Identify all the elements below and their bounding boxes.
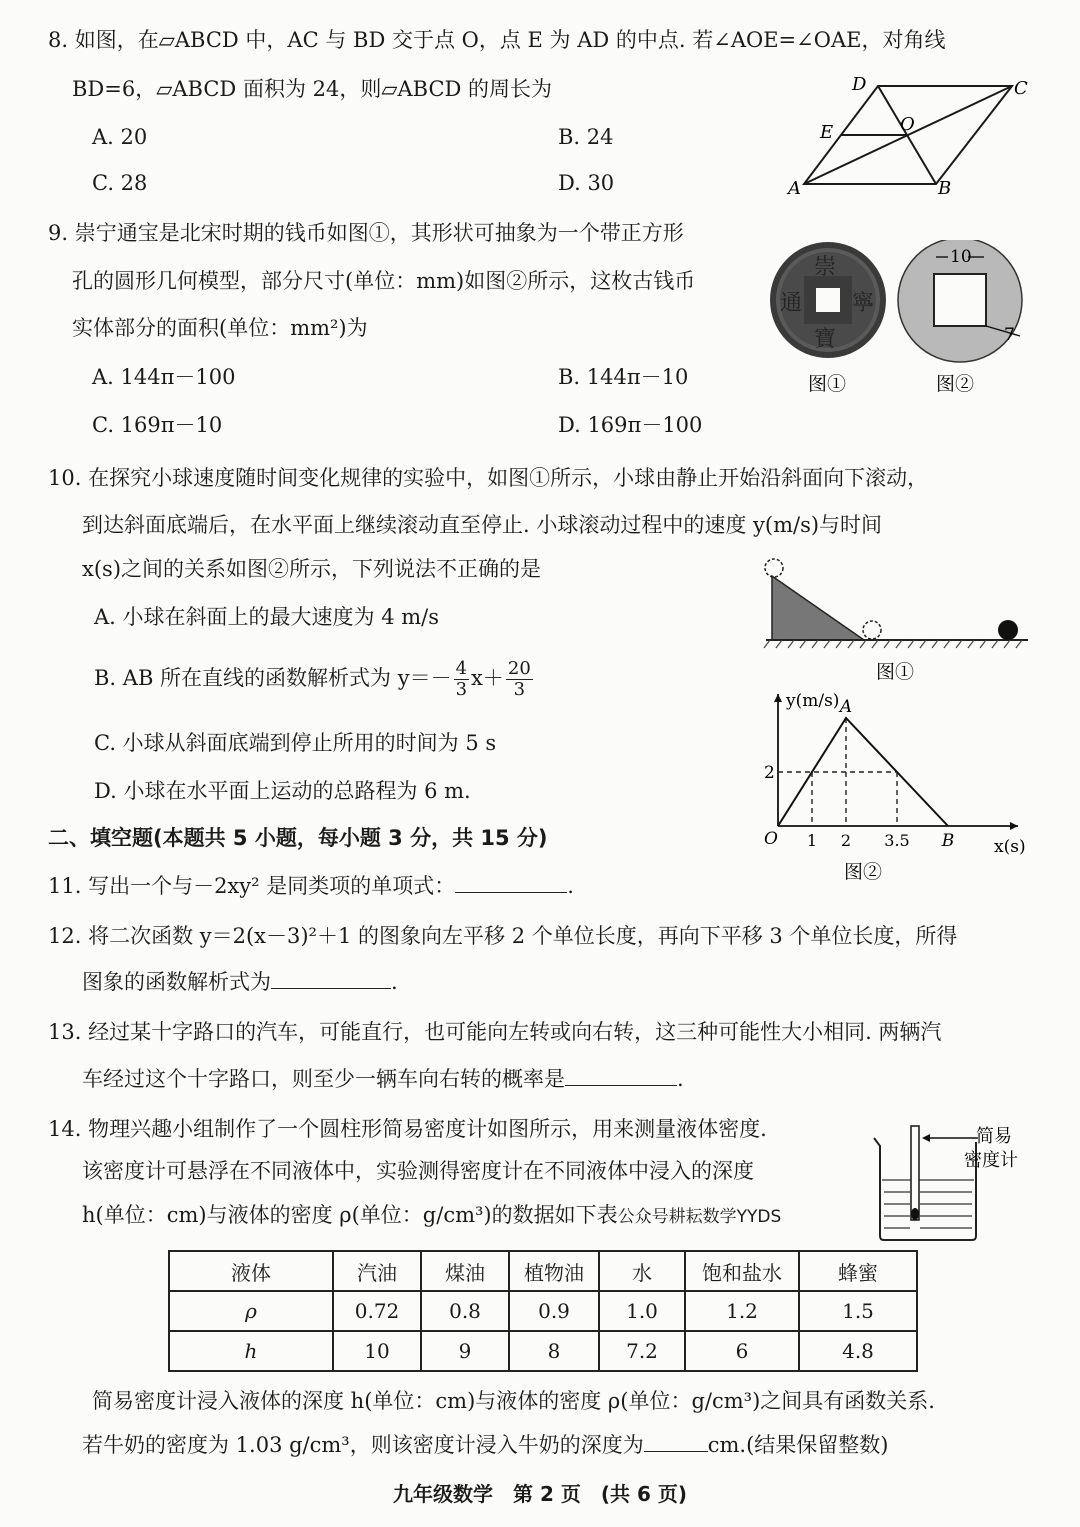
parallelogram-figure — [780, 70, 1030, 200]
table-header-cell: 汽油 — [333, 1251, 421, 1291]
table-cell: 1.5 — [799, 1291, 917, 1331]
slope-figure — [760, 556, 1030, 686]
q9-line2: 孔的圆形几何模型，部分尺寸(单位：mm)如图②所示，这枚古钱币 — [72, 269, 696, 293]
ball-stop-icon — [998, 620, 1018, 640]
velocity-time-chart — [756, 686, 1026, 886]
x-tick-3-5: 3.5 — [884, 831, 910, 850]
table-cell: 0.9 — [509, 1291, 599, 1331]
fraction-4-3 — [454, 659, 469, 700]
table-header-row — [169, 1251, 917, 1291]
q8-line2: BD=6，▱ABCD 面积为 24，则▱ABCD 的周长为 — [72, 77, 553, 101]
q14-line1: 14. 物理兴趣小组制作了一个圆柱形简易密度计如图所示，用来测量液体密度. — [48, 1117, 767, 1141]
q8-label-d: D — [852, 74, 867, 95]
q13-line1: 13. 经过某十字路口的汽车，可能直行，也可能向左转或向右转，这三种可能性大小相同. 两辆汽 — [48, 1020, 942, 1044]
q10-line3: x(s)之间的关系如图②所示，下列说法不正确的是 — [82, 557, 542, 581]
q11-end: . — [567, 874, 574, 898]
ball-bottom-icon — [863, 621, 881, 639]
q11-line — [48, 871, 574, 901]
table-header-cell: 水 — [599, 1251, 685, 1291]
q10-option-a: A. 小球在斜面上的最大速度为 4 m/s — [94, 605, 439, 629]
table-cell: 0.8 — [421, 1291, 509, 1331]
q9-option-a: A. 144π－100 — [92, 365, 236, 389]
table-cell: 8 — [509, 1331, 599, 1371]
y-tick-2: 2 — [764, 763, 775, 783]
q14-fig-label-1: 简易 — [976, 1126, 1012, 1147]
svg-text:通: 通 — [780, 291, 803, 316]
chart-xlabel: x(s) — [994, 837, 1026, 857]
fraction-20-3 — [506, 659, 533, 700]
q8-option-a: A. 20 — [92, 125, 148, 149]
q14-line2: 该密度计可悬浮在不同液体中，实验测得密度计在不同液体中浸入的深度 — [82, 1159, 754, 1183]
section-title-fill-in: 二、填空题(本题共 5 小题，每小题 3 分，共 15 分) — [48, 826, 548, 850]
q14-after2: 若牛奶的密度为 1.03 g/cm³，则该密度计浸入牛奶的深度为 — [82, 1433, 644, 1457]
q12-answer-blank[interactable] — [271, 968, 391, 989]
svg-text:寶: 寶 — [814, 327, 837, 352]
q10-option-b-mid: x＋ — [471, 666, 504, 690]
q8-line1: 8. 如图，在▱ABCD 中，AC 与 BD 交于点 O，点 E 为 AD 的中点. 若∠AOE=∠OAE，对角线 — [48, 28, 946, 52]
fraction-denominator: 3 — [513, 679, 526, 700]
q13-line2: 车经过这个十字路口，则至少一辆车向右转的概率是 — [82, 1067, 565, 1091]
chart-origin-label: O — [764, 829, 778, 849]
q9-line3: 实体部分的面积(单位：mm²)为 — [72, 316, 368, 340]
q12-line2-wrap — [82, 967, 398, 997]
density-table — [168, 1250, 918, 1372]
q13-end: . — [677, 1067, 684, 1091]
q14-line3: h(单位：cm)与液体的密度 ρ(单位：g/cm³)的数据如下表 — [82, 1203, 618, 1227]
q11-text: 11. 写出一个与－2xy² 是同类项的单项式： — [48, 874, 456, 898]
q12-line1: 12. 将二次函数 y＝2(x－3)²＋1 的图象向左平移 2 个单位长度，再向下平移 3 个单位长度，所得 — [48, 924, 958, 948]
q10-option-c: C. 小球从斜面底端到停止所用的时间为 5 s — [94, 731, 497, 755]
q14-after1: 简易密度计浸入液体的深度 h(单位：cm)与液体的密度 ρ(单位：g/cm³)之间具有函数关系. — [92, 1389, 935, 1413]
q8-label-a: A — [788, 178, 801, 199]
table-cell: 9 — [421, 1331, 509, 1371]
watermark-text: 公众号耕耘数学YYDS — [617, 1207, 782, 1227]
q9-option-d: D. 169π－100 — [558, 413, 703, 437]
table-header-cell: 植物油 — [509, 1251, 599, 1291]
q8-label-c: C — [1014, 78, 1028, 99]
ball-start-icon — [765, 559, 783, 577]
q10-option-b — [94, 650, 535, 706]
ancient-coin-image — [770, 242, 886, 358]
q9-fig2-label: 图② — [936, 373, 975, 395]
q13-answer-blank[interactable] — [565, 1065, 677, 1086]
table-header-cell: 煤油 — [421, 1251, 509, 1291]
q9-line1: 9. 崇宁通宝是北宋时期的钱币如图①，其形状可抽象为一个带正方形 — [48, 221, 684, 245]
q8-label-o: O — [900, 114, 915, 135]
hydrometer-figure — [866, 1118, 1036, 1248]
q10-option-b-prefix: B. AB 所在直线的函数解析式为 y＝－ — [94, 666, 452, 690]
table-cell: 1.2 — [685, 1291, 799, 1331]
x-tick-2: 2 — [840, 831, 852, 850]
fraction-numerator: 4 — [455, 658, 468, 679]
fraction-denominator: 3 — [455, 679, 468, 700]
q10-fig1-label: 图① — [876, 661, 915, 683]
q14-after2-end: cm.(结果保留整数) — [707, 1433, 889, 1457]
table-header-cell: 液体 — [169, 1251, 333, 1291]
q9-option-b: B. 144π－10 — [558, 365, 689, 389]
q10-fig2-label: 图② — [844, 861, 883, 883]
q14-fig-label-2: 密度计 — [964, 1150, 1018, 1171]
svg-text:寧: 寧 — [852, 291, 875, 316]
q10-line2: 到达斜面底端后，在水平面上继续滚动直至停止. 小球滚动过程中的速度 y(m/s)与时间 — [82, 513, 883, 537]
q9-dim-7: 7 — [1004, 325, 1015, 345]
q8-label-b: B — [938, 178, 952, 199]
table-cell: ρ — [169, 1291, 333, 1331]
q10-line1: 10. 在探究小球速度随时间变化规律的实验中，如图①所示，小球由静止开始沿斜面向下滚动， — [48, 466, 929, 490]
point-b-label: B — [941, 831, 955, 851]
table-cell: 6 — [685, 1331, 799, 1371]
q13-line2-wrap — [82, 1064, 684, 1094]
q12-end: . — [391, 970, 398, 994]
table-cell: 0.72 — [333, 1291, 421, 1331]
q14-after2-wrap — [82, 1430, 888, 1460]
page-footer: 九年级数学 第 2 页 (共 6 页) — [393, 1482, 687, 1506]
x-tick-1: 1 — [806, 831, 818, 850]
q11-answer-blank[interactable] — [455, 872, 567, 893]
q9-option-c: C. 169π－10 — [92, 413, 223, 437]
svg-text:崇: 崇 — [814, 255, 837, 280]
table-header-cell: 蜂蜜 — [799, 1251, 917, 1291]
q9-dim-10: 10 — [950, 247, 972, 267]
q9-fig1-label: 图① — [808, 373, 847, 395]
chart-ylabel: y(m/s) — [786, 691, 840, 711]
table-cell: 10 — [333, 1331, 421, 1371]
fraction-numerator: 20 — [507, 658, 531, 679]
q10-option-d: D. 小球在水平面上运动的总路程为 6 m. — [94, 779, 471, 803]
q14-answer-blank[interactable] — [644, 1431, 708, 1452]
table-row — [169, 1291, 917, 1331]
table-cell: h — [169, 1331, 333, 1371]
q8-option-d: D. 30 — [558, 171, 615, 195]
q14-line3-wrap — [82, 1200, 781, 1232]
table-cell: 4.8 — [799, 1331, 917, 1371]
table-header-cell: 饱和盐水 — [685, 1251, 799, 1291]
point-a-label: A — [839, 697, 853, 717]
table-cell: 1.0 — [599, 1291, 685, 1331]
table-cell: 7.2 — [599, 1331, 685, 1371]
coin-figures — [764, 240, 1034, 405]
q8-label-e: E — [820, 122, 834, 143]
q8-option-c: C. 28 — [92, 171, 148, 195]
q8-option-b: B. 24 — [558, 125, 614, 149]
table-row — [169, 1331, 917, 1371]
q12-line2: 图象的函数解析式为 — [82, 970, 271, 994]
